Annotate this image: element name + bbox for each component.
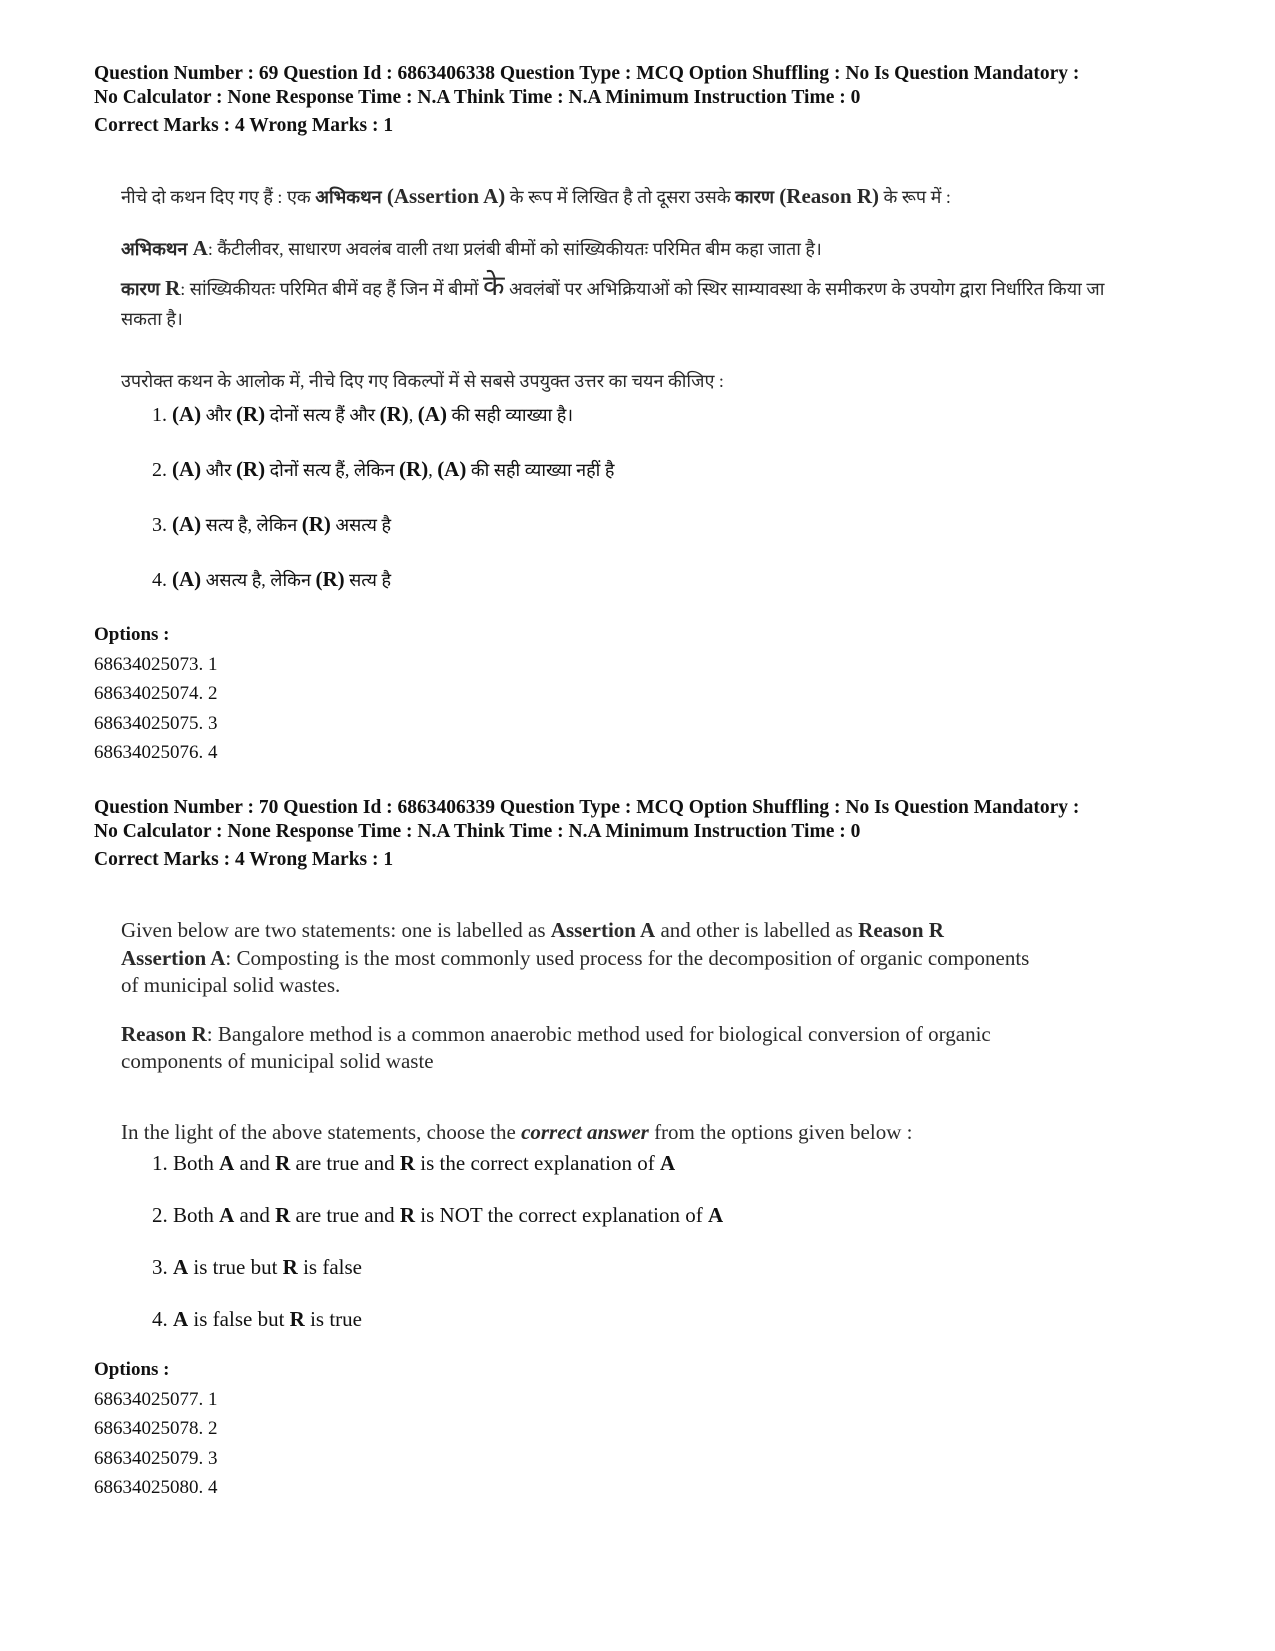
reason-statement: Reason R: Bangalore method is a common anaerobic method used for biological conversion of organic components of municipal solid waste	[121, 1022, 991, 1073]
choice-item: 2. Both A and R are true and R is NOT the correct explanation of A	[152, 1203, 724, 1227]
choice-item: 4. (A) असत्य है, लेकिन (R) सत्य है	[152, 567, 392, 591]
options-heading: Options :	[94, 1359, 170, 1380]
option-id: 68634025080. 4	[94, 1477, 218, 1498]
option-id: 68634025078. 2	[94, 1418, 218, 1439]
option-id: 68634025076. 4	[94, 742, 218, 763]
assertion-statement: अभिकथन A: कैंटीलीवर, साधारण अवलंब वाली तथा प्रलंबी बीमों को सांख्यिकीयतः परिमित बीम कहा जाता है।	[121, 236, 822, 260]
question-70-meta	[94, 796, 1194, 872]
question-meta-line: Question Number : 70 Question Id : 6863406339 Question Type : MCQ Option Shuffling : No Is Question Mandatory :	[94, 797, 1080, 818]
question-meta-line: No Calculator : None Response Time : N.A Think Time : N.A Minimum Instruction Time : 0	[94, 87, 861, 108]
marks-line: Correct Marks : 4 Wrong Marks : 1	[94, 115, 394, 136]
question-instruction: In the light of the above statements, choose the correct answer from the options given below :	[121, 1120, 913, 1144]
choice-item: 3. (A) सत्य है, लेकिन (R) असत्य है	[152, 512, 392, 536]
choice-item: 4. A is false but R is true	[152, 1307, 362, 1331]
question-meta-line: No Calculator : None Response Time : N.A Think Time : N.A Minimum Instruction Time : 0	[94, 821, 861, 842]
choice-item: 1. Both A and R are true and R is the correct explanation of A	[152, 1151, 676, 1175]
assertion-statement: Assertion A: Composting is the most commonly used process for the decomposition of organic components of municipal solid wastes.	[121, 946, 1030, 997]
marks-line: Correct Marks : 4 Wrong Marks : 1	[94, 849, 394, 870]
question-intro: नीचे दो कथन दिए गए हैं : एक अभिकथन (Assertion A) के रूप में लिखित है तो दूसरा उसके कारण (Reason R) के रूप में :	[121, 184, 951, 208]
question-meta-line: Question Number : 69 Question Id : 6863406338 Question Type : MCQ Option Shuffling : No Is Question Mandatory :	[94, 63, 1080, 84]
option-id: 68634025073. 1	[94, 653, 218, 675]
reason-statement: कारण R: सांख्यिकीयतः परिमित बीमें वह हैं जिन में बीमों के अवलंबों पर अभिक्रियाओं को स्थिर साम्यावस्था के समीकरण के उपयोग द्वारा निर्धारित किया जा सकता है।	[121, 271, 1105, 329]
option-id: 68634025075. 3	[94, 712, 218, 734]
option-id: 68634025077. 1	[94, 1388, 218, 1410]
option-id: 68634025079. 3	[94, 1447, 218, 1469]
option-id: 68634025074. 2	[94, 683, 218, 704]
question-intro: Given below are two statements: one is labelled as Assertion A and other is labelled as Reason R	[121, 918, 944, 942]
question-instruction: उपरोक्त कथन के आलोक में, नीचे दिए गए विकल्पों में से सबसे उपयुक्त उत्तर का चयन कीजिए :	[121, 371, 724, 391]
options-list	[94, 620, 218, 768]
options-heading: Options :	[94, 624, 170, 645]
options-list	[94, 1355, 218, 1503]
choice-item: 2. (A) और (R) दोनों सत्य हैं, लेकिन (R), (A) की सही व्याख्या नहीं है	[152, 457, 615, 481]
choice-item: 3. A is true but R is false	[152, 1255, 362, 1279]
choice-item: 1. (A) और (R) दोनों सत्य हैं और (R), (A) की सही व्याख्या है।	[152, 402, 574, 426]
question-69-meta	[94, 62, 1194, 138]
